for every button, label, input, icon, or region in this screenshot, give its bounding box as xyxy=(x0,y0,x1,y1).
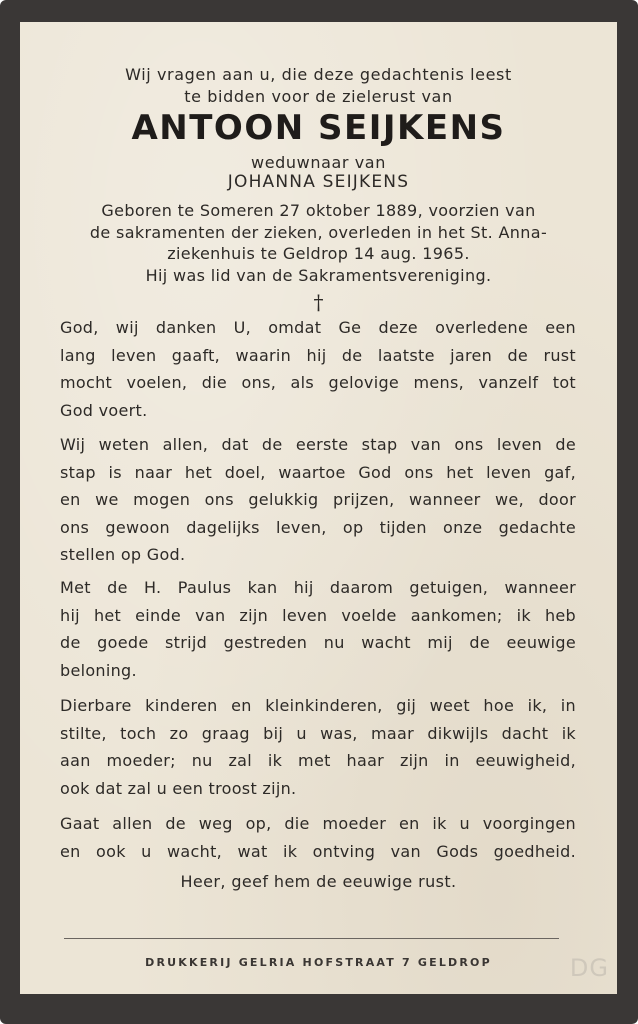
collection-mark: DG xyxy=(569,954,609,982)
paragraph-1 xyxy=(60,314,576,424)
card-paper xyxy=(20,22,617,994)
text-line: God, wij danken U, omdat Ge deze overledene een xyxy=(60,318,576,337)
paragraph-3 xyxy=(60,574,576,684)
text-line: hij het einde van zijn leven voelde aankomen; ik heb xyxy=(60,605,576,625)
intro-line: te bidden voor de zielerust van xyxy=(184,87,453,106)
text-line: stap is naar het doel, waartoe God ons het leven gaf, xyxy=(60,462,576,482)
text-line: God voert. xyxy=(60,400,148,420)
text-line: ook dat zal u een troost zijn. xyxy=(60,778,297,798)
widow-label: weduwnaar van xyxy=(251,153,386,172)
text-line: en we mogen ons gelukkig prijzen, wanneer we, door xyxy=(60,490,576,510)
divider xyxy=(64,938,559,939)
text-line: en ook u wacht, wat ik ontving van Gods goedheid. xyxy=(60,841,576,861)
text-line: aan moeder; nu zal ik met haar zijn in eeuwigheid, xyxy=(60,751,576,771)
intro-line: Wij vragen aan u, die deze gedachtenis leest xyxy=(125,65,512,84)
cross-icon: † xyxy=(313,290,324,314)
bio-line: Geboren te Someren 27 oktober 1889, voorzien van xyxy=(101,201,536,220)
deceased-name: ANTOON SEIJKENS xyxy=(131,108,506,148)
biography xyxy=(60,200,577,286)
intro-text xyxy=(20,64,617,108)
bio-line: de sakramenten der zieken, overleden in het St. Anna- xyxy=(89,222,548,242)
printer-credit: DRUKKERIJ GELRIA HOFSTRAAT 7 GELDROP xyxy=(145,956,492,969)
paragraph-4 xyxy=(60,692,576,802)
spouse-name: JOHANNA SEIJKENS xyxy=(227,172,410,192)
text-line: mocht voelen, die ons, als gelovige mens, vanzelf tot xyxy=(60,373,576,393)
text-line: stilte, toch zo graag bij u was, maar dikwijls dacht ik xyxy=(60,723,576,743)
paragraph-5 xyxy=(60,810,576,865)
text-line: Gaat allen de weg op, die moeder en ik u voorgingen xyxy=(60,814,576,833)
text-line: Wij weten allen, dat de eerste stap van ons leven de xyxy=(60,435,576,454)
text-line: Met de H. Paulus kan hij daarom getuigen, wanneer xyxy=(60,578,576,597)
text-line: ons gewoon dagelijks leven, op tijden onze gedachte xyxy=(60,517,576,537)
closing-prayer: Heer, geef hem de eeuwige rust. xyxy=(180,872,457,891)
text-line: de goede strijd gestreden nu wacht mij de eeuwige xyxy=(60,633,576,653)
text-line: stellen op God. xyxy=(60,545,186,565)
text-line: lang leven gaaft, waarin hij de laatste jaren de rust xyxy=(60,345,576,365)
text-line: Dierbare kinderen en kleinkinderen, gij weet hoe ik, in xyxy=(60,696,576,715)
paragraph-2 xyxy=(60,431,576,569)
bio-line: ziekenhuis te Geldrop 14 aug. 1965. xyxy=(167,244,470,263)
text-line: beloning. xyxy=(60,660,137,680)
bio-line: Hij was lid van de Sakramentsvereniging. xyxy=(145,265,492,285)
